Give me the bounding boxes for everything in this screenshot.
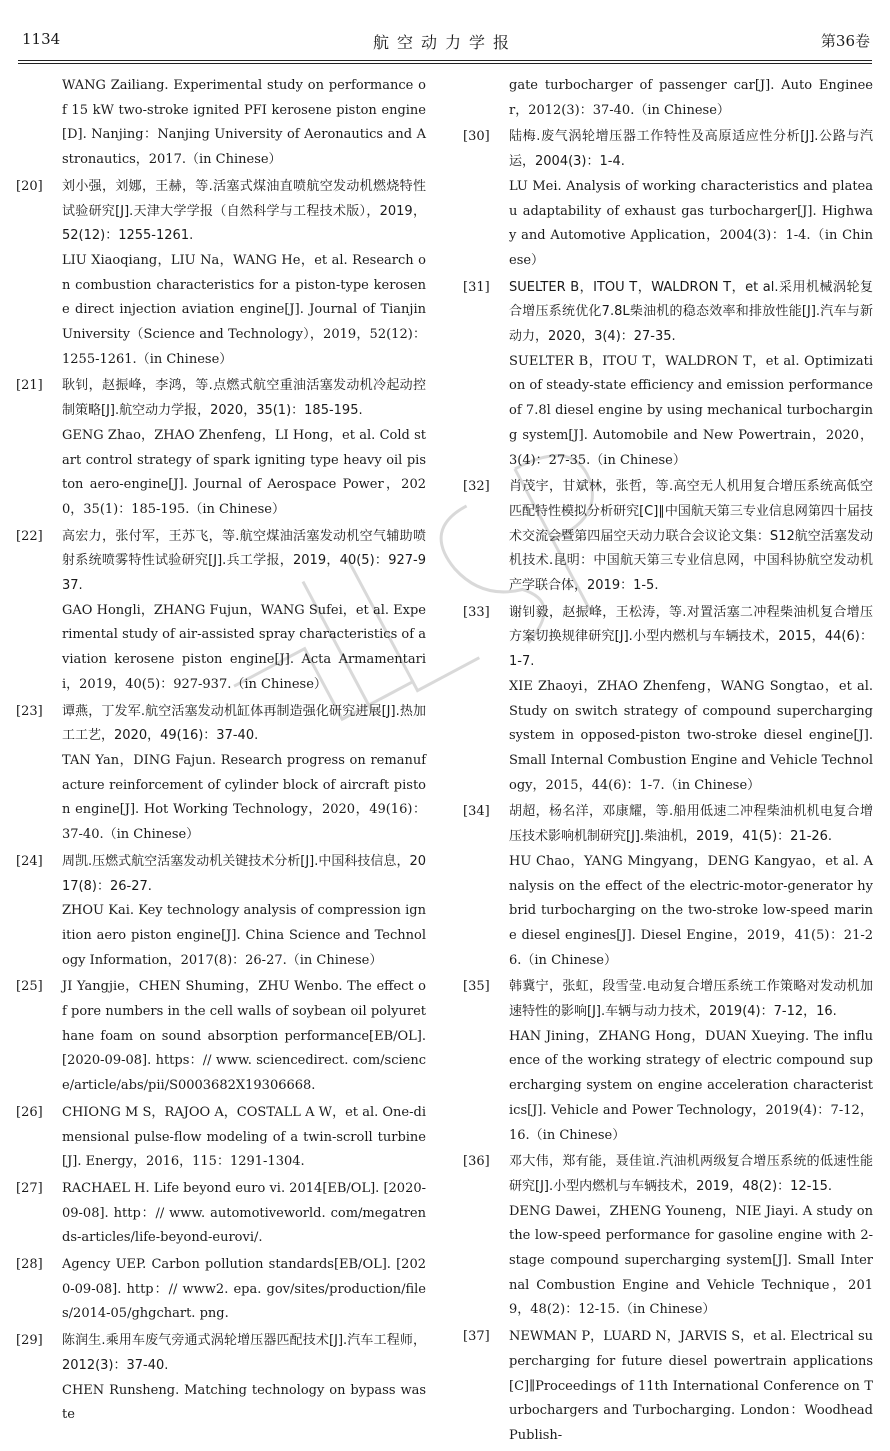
reference-item xyxy=(463,1150,873,1323)
reference-chinese: 耿钊，赵振峰，李鸿，等.点燃式航空重油活塞发动机冷起动控制策略[J].航空动力学报，2020，35(1)：185-195. xyxy=(62,378,426,419)
header-rule-bottom xyxy=(18,63,872,64)
reference-number: [29] xyxy=(16,1333,43,1349)
journal-title: 航空动力学报 xyxy=(372,33,517,52)
reference-chinese: SUELTER B，ITOU T，WALDRON T，et al.采用机械涡轮复合增压系统优化7.8L柴油机的稳态效率和排放性能[J].汽车与新动力，2020，3(4)：27-35. xyxy=(509,279,873,345)
reference-chinese: 谢钊毅，赵振峰，王松涛，等.对置活塞二冲程柴油机复合增压方案切换规律研究[J].小型内燃机与车辆技术，2015，44(6)：1-7. xyxy=(509,604,873,670)
reference-chinese: 周凯.压燃式航空活塞发动机关键技术分析[J].中国科技信息，2017(8)：26-27. xyxy=(62,853,426,894)
reference-english: GAO Hongli，ZHANG Fujun，WANG Sufei，et al. Experimental study of air-assisted spray characteristics of aviation kerosene piston engine[J]. Acta Armamentarii，2019，40(5)：927-937.（in Chinese） xyxy=(62,602,426,692)
reference-item xyxy=(463,475,873,599)
reference-english: NEWMAN P，LUARD N，JARVIS S，et al. Electrical supercharging for future diesel powertrain applications[C]∥Proceedings of 11th International Conference on Turbochargers and Turbocharging. London：Woodhead Publish- xyxy=(509,1329,873,1443)
reference-number: [33] xyxy=(463,604,490,620)
reference-english: LIU Xiaoqiang，LIU Na，WANG He，et al. Research on combustion characteristics for a piston-type kerosene direct injection aviation engine[J]. Journal of Tianjin University（Science and Technology），2019，52(12)：1255-1261.（in Chinese） xyxy=(62,252,426,367)
reference-english: XIE Zhaoyi，ZHAO Zhenfeng，WANG Songtao，et al. Study on switch strategy of compound supercharging system in opposed-piston two-stroke diesel engine[J]. Small Internal Combustion Engine and Vehicle Technology，2015，44(6)：1-7.（in Chinese） xyxy=(509,678,873,793)
reference-item xyxy=(16,525,426,698)
reference-number: [27] xyxy=(16,1180,43,1196)
reference-number: [37] xyxy=(463,1329,490,1345)
reference-english: HU Chao，YANG Mingyang，DENG Kangyao，et al. Analysis on the effect of the electric-motor-generator hybrid turbocharging on the two-stroke low-speed marine diesel engines[J]. Diesel Engine，2019，41(5)：21-26.（in Chinese） xyxy=(509,853,873,968)
reference-item xyxy=(463,125,873,273)
reference-english: JI Yangjie，CHEN Shuming，ZHU Wenbo. The effect of pore numbers in the cell walls of soybean oil polyurethane foam on sound absorption performance[EB/OL]. [2020-09-08]. https：// www. sciencedirect. com/science/article/abs/pii/S0003682X19306668. xyxy=(62,979,426,1094)
reference-english: ZHOU Kai. Key technology analysis of compression ignition aero piston engine[J]. China Science and Technology Information，2017(8)：26-27.（in Chinese） xyxy=(62,903,426,968)
reference-item xyxy=(463,1325,873,1449)
reference-number: [30] xyxy=(463,129,490,145)
reference-number: [36] xyxy=(463,1154,490,1170)
reference-number: [32] xyxy=(463,479,490,495)
reference-chinese: 韩冀宁，张虹，段雪莹.电动复合增压系统工作策略对发动机加速特性的影响[J].车辆与动力技术，2019(4)：7-12，16. xyxy=(509,979,873,1020)
left-continuation-text: WANG Zailiang. Experimental study on performance of 15 kW two-stroke ignited PFI kerosene piston engine[D]. Nanjing：Nanjing University of Aeronautics and Astronautics，2017.（in Chinese） xyxy=(62,78,426,168)
right-continuation-text: gate turbocharger of passenger car[J]. Auto Engineer，2012(3)：37-40.（in Chinese） xyxy=(509,78,873,118)
reference-english: LU Mei. Analysis of working characteristics and plateau adaptability of exhaust gas turbocharger[J]. Highway and Automotive Application，2004(3)：1-4.（in Chinese） xyxy=(509,178,873,268)
reference-english: HAN Jining，ZHANG Hong，DUAN Xueying. The influence of the working strategy of electric compound supercharging system on engine acceleration characteristics[J]. Vehicle and Power Technology，2019(4)：7-12，16.（in Chinese） xyxy=(509,1028,873,1143)
reference-number: [35] xyxy=(463,979,490,995)
reference-item xyxy=(463,276,873,474)
reference-item xyxy=(16,374,426,522)
reference-number: [23] xyxy=(16,703,43,719)
reference-english: TAN Yan，DING Fajun. Research progress on remanufacture reinforcement of cylinder block of aircraft piston engine[J]. Hot Working Technology，2020，49(16)：37-40.（in Chinese） xyxy=(62,752,426,843)
reference-number: [28] xyxy=(16,1257,43,1273)
reference-chinese: 谭燕，丁发军.航空活塞发动机缸体再制造强化研究进展[J].热加工工艺，2020，49(16)：37-40. xyxy=(62,703,426,744)
volume-label: 第36卷 xyxy=(820,32,870,50)
reference-number: [34] xyxy=(463,804,490,820)
reference-item xyxy=(16,1177,426,1251)
reference-english: SUELTER B，ITOU T，WALDRON T，et al. Optimization of steady-state efficiency and emission performance of 7.8l diesel engine by using mechanical turbocharging system[J]. Automobile and New Powertrain，2020，3(4)：27-35.（in Chinese） xyxy=(509,353,873,468)
reference-chinese: 陈润生.乘用车废气旁通式涡轮增压器匹配技术[J].汽车工程师，2012(3)：37-40. xyxy=(62,1333,426,1373)
reference-english: Agency UEP. Carbon pollution standards[EB/OL]. [2020-09-08]. http：// www2. epa. gov/sites/production/files/2014-05/ghgchart. png. xyxy=(62,1257,426,1322)
reference-item xyxy=(16,975,426,1099)
reference-english: GENG Zhao，ZHAO Zhenfeng，LI Hong，et al. Cold start control strategy of spark igniting type heavy oil piston aero-engine[J]. Journal of Aerospace Power，2020，35(1)：185-195.（in Chinese） xyxy=(62,427,426,517)
reference-item xyxy=(16,175,426,373)
reference-number: [31] xyxy=(463,279,490,295)
reference-number: [26] xyxy=(16,1104,43,1120)
reference-item xyxy=(463,975,873,1148)
right-column xyxy=(463,74,873,1451)
reference-chinese: 高宏力，张付军，王苏飞，等.航空煤油活塞发动机空气辅助喷射系统喷雾特性试验研究[J].兵工学报，2019，40(5)：927-937. xyxy=(62,528,426,594)
reference-number: [22] xyxy=(16,528,43,544)
reference-number: [21] xyxy=(16,378,43,394)
reference-item xyxy=(16,1101,426,1175)
reference-english: CHIONG M S，RAJOO A，COSTALL A W，et al. One-dimensional pulse-flow modeling of a twin-scroll turbine[J]. Energy，2016，115：1291-1304. xyxy=(62,1104,426,1170)
reference-item xyxy=(16,1329,426,1428)
reference-item xyxy=(463,800,873,973)
reference-chinese: 肖茂宇，甘斌林，张哲，等.高空无人机用复合增压系统高低空匹配特性模拟分析研究[C]∥中国航天第三专业信息网第四十届技术交流会暨第四届空天动力联合会议论文集：S12航空活塞发动机技术.昆明：中国航天第三专业信息网，中国科协航空发动机产学联合体，2019：1-5. xyxy=(509,479,873,594)
header-rule-top xyxy=(18,60,872,61)
reference-number: [25] xyxy=(16,979,43,995)
reference-number: [20] xyxy=(16,178,43,194)
reference-english: RACHAEL H. Life beyond euro vi. 2014[EB/OL]. [2020-09-08]. http：// www. automotiveworld. com/megatrends-articles/life-beyond-eurovi/. xyxy=(62,1180,426,1246)
reference-chinese: 邓大伟，郑有能，聂佳谊.汽油机两级复合增压系统的低速性能研究[J].小型内燃机与车辆技术，2019，48(2)：12-15. xyxy=(509,1154,873,1194)
reference-chinese: 刘小强，刘娜，王赫，等.活塞式煤油直喷航空发动机燃烧特性试验研究[J].天津大学学报（自然科学与工程技术版），2019，52(12)：1255-1261. xyxy=(62,178,426,244)
reference-number: [24] xyxy=(16,853,43,869)
reference-item xyxy=(463,601,873,799)
reference-item xyxy=(16,700,426,848)
reference-chinese: 陆梅.废气涡轮增压器工作特性及高原适应性分析[J].公路与汽运，2004(3)：1-4. xyxy=(509,129,873,170)
reference-chinese: 胡超，杨名洋，邓康耀，等.船用低速二冲程柴油机机电复合增压技术影响机制研究[J].柴油机，2019，41(5)：21-26. xyxy=(509,804,873,845)
reference-english: CHEN Runsheng. Matching technology on bypass waste xyxy=(62,1382,426,1423)
reference-english: DENG Dawei，ZHENG Youneng，NIE Jiayi. A study on the low-speed performance for gasoline engine with 2-stage compound supercharging system[J]. Small Internal Combustion Engine and Vehicle Technique，2019，48(2)：12-15.（in Chinese） xyxy=(509,1203,873,1318)
running-header xyxy=(18,28,872,60)
reference-item xyxy=(16,850,426,974)
page-number: 1134 xyxy=(22,30,61,48)
reference-item xyxy=(16,1253,426,1327)
left-column xyxy=(16,74,426,1430)
